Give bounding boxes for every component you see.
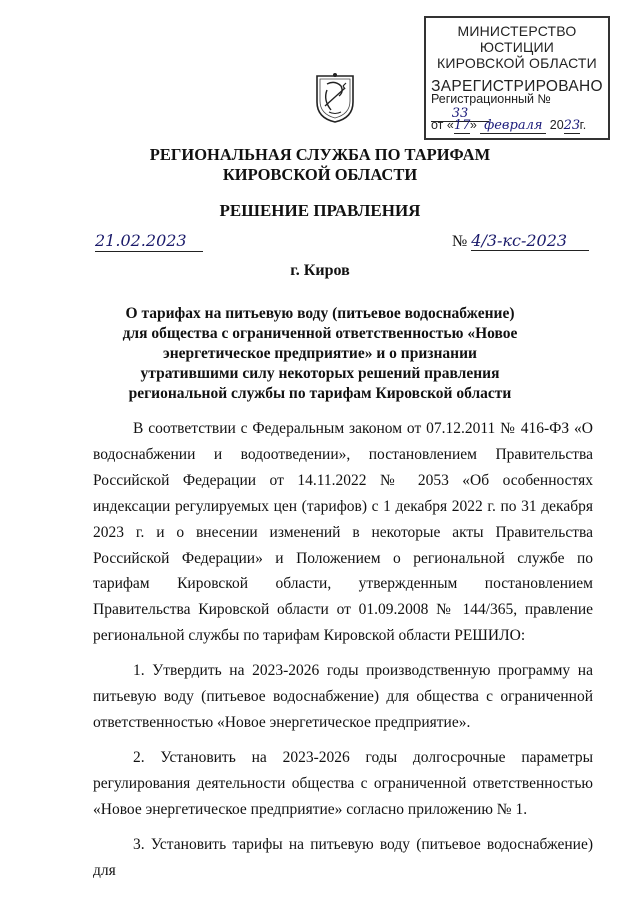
number-sign: № [452, 233, 468, 250]
city: г. Киров [290, 262, 350, 279]
paragraph-item-2: 2. Установить на 2023-2026 годы долгосрочные параметры регулирования деятельности общества с ограниченной ответственностью «Новое энергетическое предприятие» согласно приложению № 1. [93, 748, 593, 818]
stamp-date-month: февраля [480, 118, 546, 134]
stamp-date-suffix: г. [579, 118, 587, 132]
agency-title-line2: КИРОВСКОЙ ОБЛАСТИ [222, 165, 418, 184]
stamp-ministry-line2: КИРОВСКОЙ ОБЛАСТИ [437, 55, 597, 71]
stamp-date-mid: » [469, 118, 477, 132]
stamp-date-year-value: 23 [563, 118, 581, 133]
stamp-date-prefix: от « [431, 118, 454, 132]
stamp-reg-number-label: Регистрационный № [431, 92, 551, 106]
registration-stamp [424, 16, 610, 140]
stamp-date-year-prefix: 20 [549, 118, 564, 132]
paragraph-item-3: 3. Установить тарифы на питьевую воду (питьевое водоснабжение) для [93, 835, 593, 879]
agency-title [0, 145, 640, 185]
document-type: РЕШЕНИЕ ПРАВЛЕНИЯ [219, 201, 421, 220]
stamp-ministry-line1: МИНИСТЕРСТВО ЮСТИЦИИ [457, 23, 577, 55]
decision-subject: О тарифах на питьевую воду (питьевое водоснабжение) для общества с ограниченной ответственностью «Новое энергетическое предприятие» и о признании утратившими силу некоторых решений правления региональной службы по тарифам Кировской области [122, 305, 518, 402]
decision-body [93, 416, 593, 892]
agency-title-line1: РЕГИОНАЛЬНАЯ СЛУЖБА ПО ТАРИФАМ [149, 145, 491, 164]
stamp-reg-number-value: 33 [451, 106, 469, 121]
stamp-date [431, 118, 586, 134]
stamp-registered: ЗАРЕГИСТРИРОВАНО [431, 78, 603, 95]
stamp-date-day: 17 [453, 118, 471, 133]
paragraph-item-1: 1. Утвердить на 2023-2026 годы производственную программу на питьевую воду (питьевое водоснабжение) для общества с ограниченной ответственностью «Новое энергетическое предприятие». [93, 662, 593, 731]
number-value: 4/3-кс-2023 [471, 231, 589, 251]
paragraph-preamble: В соответствии с Федеральным законом от 07.12.2011 № 416-ФЗ «О водоснабжении и водоотведении», постановлением Правительства Российской Федерации от 14.11.2022 № 2053 «Об особенностях индексации регулируемых цен (тарифов) с 1 декабря 2022 г. по 31 декабря 2023 г. и о внесении изменений в некоторые акты Правительства Российской Федерации» и Положением о региональной службе по тарифам Кировской области, утвержденным постановлением Правительства Кировской области от 01.09.2008 № 144/365, правление региональной службы по тарифам Кировской области РЕШИЛО: [93, 420, 593, 645]
decision-date: 21.02.2023 [95, 231, 203, 252]
coat-of-arms-icon [313, 72, 357, 124]
stamp-ministry [426, 23, 608, 71]
decision-number [452, 231, 594, 251]
